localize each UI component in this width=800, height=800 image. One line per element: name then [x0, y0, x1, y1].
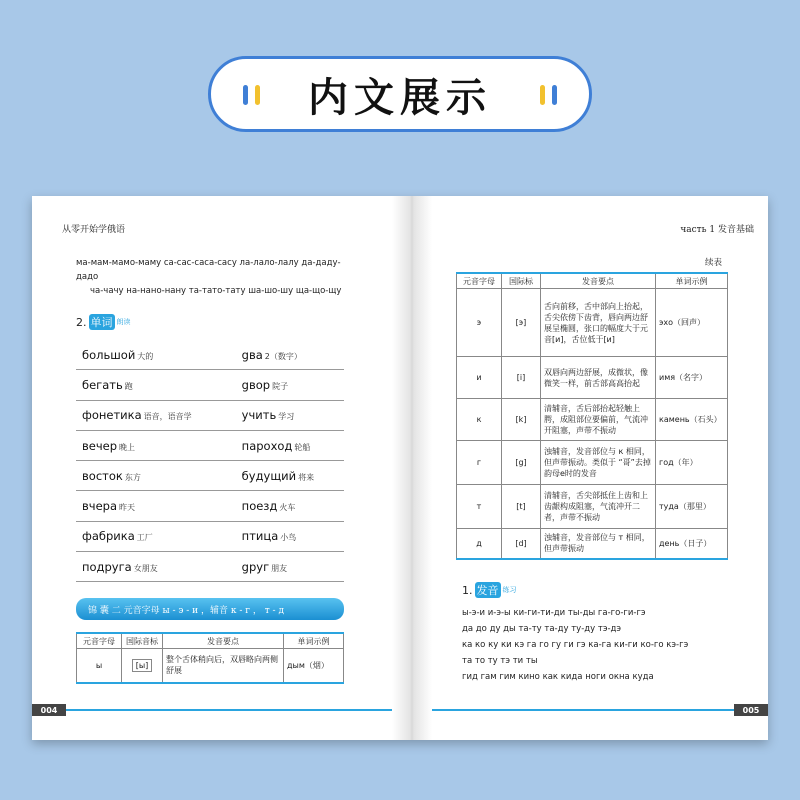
ipa-cell: [d] — [502, 529, 541, 559]
vocab-word: подруга — [82, 559, 132, 574]
open-book — [32, 196, 768, 740]
col-header: 单词示例 — [656, 273, 728, 289]
table-row — [457, 529, 728, 559]
letter-cell: к — [457, 399, 502, 441]
table-row — [77, 649, 344, 683]
vocab-gloss: 晚上 — [119, 442, 136, 452]
table-row — [76, 400, 344, 430]
col-header: 发音要点 — [541, 273, 656, 289]
lesson-banner: 锦 囊 二 元音字母 ы - э - и ，辅音 к - г ， т - д — [76, 598, 344, 620]
ipa-cell: [э] — [502, 289, 541, 357]
vocab-cell — [76, 521, 236, 551]
vocab-cell — [76, 430, 236, 460]
table-row — [76, 461, 344, 491]
vocab-word: фонетика — [82, 408, 142, 423]
vocab-gloss: 2（数字） — [264, 351, 302, 361]
table-row — [76, 430, 344, 460]
example-cell: день（日子） — [656, 529, 728, 559]
vocab-gloss: 小鸟 — [280, 533, 297, 543]
vocab-gloss: 院子 — [272, 381, 289, 391]
vocab-cell — [236, 400, 344, 430]
section-subtitle: 练习 — [502, 586, 517, 594]
practice-line: та то ту тэ ти ты — [462, 656, 538, 666]
letter-cell: и — [457, 357, 502, 399]
table-row — [76, 521, 344, 551]
vocab-word: вечер — [82, 438, 118, 453]
ipa-box: [ы] — [132, 659, 153, 672]
section-title: 单词 — [90, 316, 113, 329]
vocab-gloss: 语音，语音学 — [143, 412, 192, 422]
vocab-cell — [76, 340, 236, 370]
table-row — [76, 340, 344, 370]
practice-line: ы-э-и и-э-ы ки-ги-ти-ди ты-ды га-го-ги-гэ — [462, 608, 646, 618]
vocab-cell — [236, 521, 344, 551]
vocab-word: gвор — [241, 377, 271, 392]
table-row — [457, 289, 728, 357]
banner-bar-yellow-right — [540, 85, 545, 105]
section-subtitle: 朗读 — [116, 318, 131, 326]
book-spine — [392, 196, 432, 740]
table-row — [76, 370, 344, 400]
letter-cell: э — [457, 289, 502, 357]
vocab-gloss: 轮船 — [294, 442, 311, 452]
right-header: часть 1 发音基础 — [680, 225, 754, 235]
vocab-word: будущий — [241, 468, 297, 483]
table-header-row — [457, 273, 728, 289]
vocab-word: gруг — [241, 559, 270, 574]
practice-line: ма-мам-мамо-маму са-сас-саса-сасу ла-лало-лалу да-даду- — [76, 258, 341, 268]
col-header: 国际标 — [502, 273, 541, 289]
practice-line: да до ду ды та-ту та-ду ту-ду тэ-дэ — [462, 624, 622, 634]
example-cell: туда（那里） — [656, 485, 728, 529]
right-page — [432, 196, 768, 740]
practice-line: гид гам гим кино как кида ноги окна куда — [462, 672, 654, 682]
desc-cell: 浊辅音，发音部位与 к 相同，但声带振动。类似于 “哥”去掉韵母e时的发音 — [541, 441, 656, 485]
vocab-gloss: 工厂 — [136, 533, 153, 543]
vocab-word: gва — [241, 347, 263, 362]
example-cell: дым（烟） — [284, 649, 344, 683]
desc-cell: 整个舌体稍向后，双唇略向两侧舒展 — [163, 649, 284, 683]
vocab-cell — [236, 430, 344, 460]
col-header: 发音要点 — [163, 633, 284, 649]
table-row — [457, 441, 728, 485]
vocab-cell — [236, 340, 344, 370]
practice-line: ка ко ку ки кэ га го гу ги гэ ка-га ки-ги ко-го кэ-гэ — [462, 640, 689, 650]
vocab-gloss: 将来 — [298, 472, 315, 482]
vocab-gloss: 女朋友 — [133, 563, 158, 573]
example-cell: камень（石头） — [656, 399, 728, 441]
desc-cell: 清辅音，舌尖部抵住上齿和上齿龈构成阻塞，气流冲开二者，声带不振动 — [541, 485, 656, 529]
vocab-cell — [236, 370, 344, 400]
desc-cell: 舌向前移，舌中部向上抬起，舌尖依傍下齿背，唇向两边舒展呈椭圆，张口的幅度大于元音[и]，舌位低于[и] — [541, 289, 656, 357]
col-header: 元音字母 — [457, 273, 502, 289]
page-number: 005 — [734, 704, 768, 716]
vocab-word: восток — [82, 468, 123, 483]
ipa-cell — [122, 649, 163, 683]
ipa-cell: [t] — [502, 485, 541, 529]
banner-bar-yellow-left — [255, 85, 260, 105]
vocab-word: фабрика — [82, 529, 135, 544]
ipa-cell: [i] — [502, 357, 541, 399]
phonetics-table-right — [456, 272, 728, 560]
table-row — [76, 491, 344, 521]
vocab-cell — [76, 491, 236, 521]
vocab-word: бегать — [82, 377, 123, 392]
example-cell: имя（名字） — [656, 357, 728, 399]
practice-line: ча-чачу на-нано-нану та-тато-тату ша-шо-шу ща-що-щу — [90, 286, 342, 296]
left-page — [32, 196, 392, 740]
title-banner — [208, 56, 592, 132]
table-row — [457, 357, 728, 399]
banner-bar-blue-right — [552, 85, 557, 105]
letter-cell: ы — [77, 649, 122, 683]
continued-label: 续表 — [704, 258, 722, 268]
vocab-word: поезд — [241, 499, 278, 514]
col-header: 国际音标 — [122, 633, 163, 649]
section-heading — [462, 582, 517, 598]
desc-cell: 浊辅音，发音部位与 т 相同，但声带振动 — [541, 529, 656, 559]
vocab-gloss: 朋友 — [271, 563, 288, 573]
vocab-word: пароход — [241, 438, 293, 453]
page-footer-line — [432, 709, 734, 711]
ipa-cell: [k] — [502, 399, 541, 441]
page-number: 004 — [32, 704, 66, 716]
desc-cell: 双唇向两边舒展，成微状，像微笑一样，前舌部高高抬起 — [541, 357, 656, 399]
section-number: 2. — [76, 315, 87, 329]
vocab-table — [76, 340, 344, 582]
banner-title: 内文展示 — [308, 74, 492, 121]
vocab-cell — [76, 552, 236, 582]
example-cell: эхо（回声） — [656, 289, 728, 357]
vocab-gloss: 东方 — [124, 472, 141, 482]
vocab-cell — [236, 491, 344, 521]
table-row — [457, 485, 728, 529]
table-row — [457, 399, 728, 441]
table-header-row — [77, 633, 344, 649]
section-heading — [76, 314, 131, 330]
vocab-cell — [76, 400, 236, 430]
desc-cell: 清辅音，舌后部抬起轻触上腭，成阻部位要偏前，气流冲开阻塞，声带不振动 — [541, 399, 656, 441]
section-title: 发音 — [476, 584, 499, 597]
vocab-word: большой — [82, 347, 136, 362]
vocab-word: вчера — [82, 499, 117, 514]
vocab-gloss: 昨天 — [119, 503, 135, 513]
letter-cell: г — [457, 441, 502, 485]
vocab-word: учить — [241, 408, 277, 423]
ipa-cell: [g] — [502, 441, 541, 485]
table-row — [76, 552, 344, 582]
section-number: 1. — [462, 583, 473, 597]
example-cell: год（年） — [656, 441, 728, 485]
vocab-word: птица — [241, 529, 279, 544]
col-header: 元音字母 — [77, 633, 122, 649]
vocab-cell — [76, 461, 236, 491]
banner-bar-blue-left — [243, 85, 248, 105]
letter-cell: д — [457, 529, 502, 559]
letter-cell: т — [457, 485, 502, 529]
vocab-gloss: 大的 — [137, 351, 154, 361]
practice-line: дадо — [76, 272, 99, 282]
col-header: 单词示例 — [284, 633, 344, 649]
page-footer-line — [66, 709, 392, 711]
vocab-gloss: 火车 — [279, 503, 296, 513]
vocab-cell — [236, 552, 344, 582]
vocab-gloss: 跑 — [124, 381, 133, 391]
phonetics-table-left — [76, 632, 344, 684]
vocab-gloss: 学习 — [278, 412, 295, 422]
vocab-cell — [76, 370, 236, 400]
vocab-cell — [236, 461, 344, 491]
left-header: 从零开始学俄语 — [62, 225, 126, 235]
